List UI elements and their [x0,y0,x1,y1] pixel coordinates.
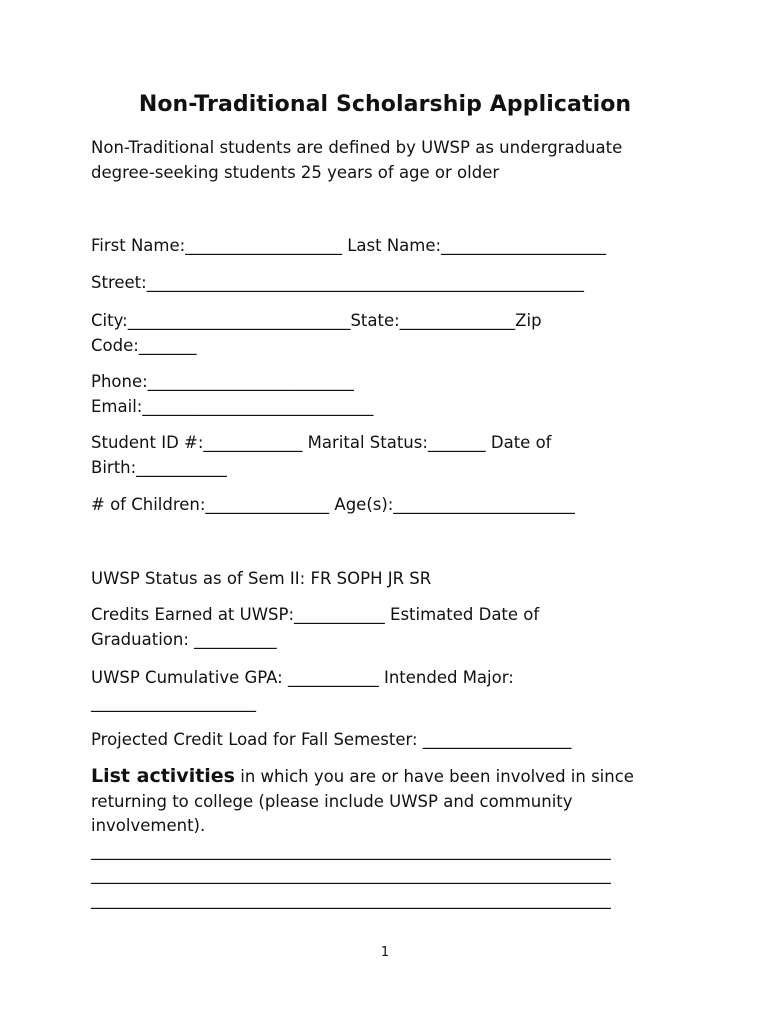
student-info-line-1: Student ID #:____________ Marital Status:_______ Date of [91,433,552,452]
activities-blank-line: _______________________________________________________________ [91,865,611,884]
activities-heading: List activities [91,765,235,787]
city-state-zip-fields [91,309,691,358]
city-state-zip-line-2: Code:_______ [91,335,197,355]
intro-line-1: Non-Traditional students are defined by UWSP as undergraduate [91,138,623,157]
page-number: 1 [380,945,390,960]
children-fields: # of Children:_______________ Age(s):______________________ [91,495,575,514]
credits-fields [91,603,691,652]
street-field: Street:_____________________________________________________ [91,273,584,292]
activities-intro-text: in which you are or have been involved in since [235,767,634,786]
intro-line-2: degree-seeking students 25 years of age or older [91,162,500,182]
contact-fields [91,370,691,419]
student-info-line-2: Birth:___________ [91,457,227,477]
credits-line-1: Credits Earned at UWSP:___________ Estimated Date of [91,605,540,624]
email-field: Email:____________________________ [91,396,374,416]
credits-line-2: Graduation: __________ [91,629,277,649]
city-state-zip-line-1: City:___________________________State:______________Zip [91,311,542,330]
gpa-major-line-1: UWSP Cumulative GPA: ___________ Intended Major: [91,668,514,687]
phone-field: Phone:_________________________ [91,372,354,391]
intro-paragraph [91,136,691,185]
activities-blank-line: _______________________________________________________________ [91,840,611,860]
activities-line-1 [91,764,691,790]
activities-blank-line: _______________________________________________________________ [91,889,611,909]
activities-line-2: returning to college (please include UWSP and community [91,791,573,811]
student-info-fields [91,431,691,480]
name-fields: First Name:___________________ Last Name:____________________ [91,236,607,255]
activities-line-3: involvement). [91,816,206,835]
gpa-major-fields [91,666,691,715]
activities-section [91,764,691,912]
gpa-major-line-2: ____________________ [91,692,256,712]
uwsp-status-field: UWSP Status as of Sem II: FR SOPH JR SR [91,569,432,588]
projected-credit-field: Projected Credit Load for Fall Semester: __________________ [91,730,572,749]
page-title: Non-Traditional Scholarship Application [138,92,632,117]
